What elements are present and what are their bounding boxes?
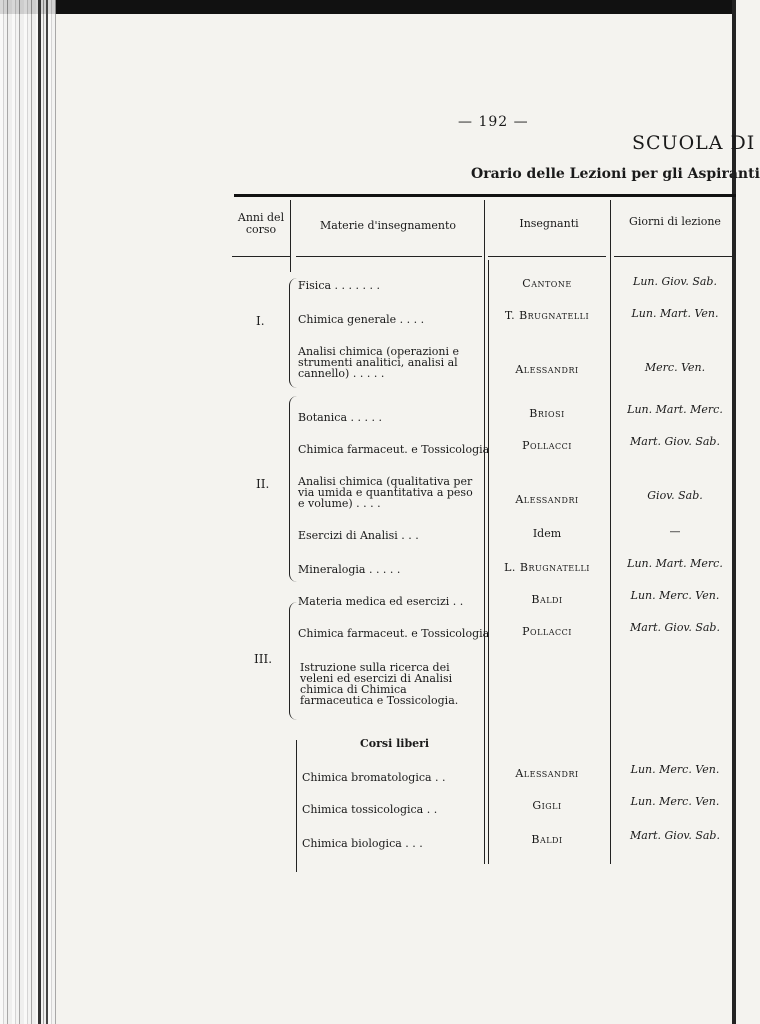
row-2-insegnante: T. Brugnatelli: [504, 309, 590, 322]
row-9-insegnante: Baldi: [531, 593, 563, 606]
row-10-insegnante: Pollacci: [522, 625, 572, 638]
corso-1-materia: Chimica bromatologica . .: [302, 771, 446, 784]
row-7-insegnante: Idem: [532, 527, 562, 540]
row-8-materia: Mineralogia . . . . .: [298, 563, 401, 576]
schedule-subtitle: Orario delle Lezioni per gli Aspiranti: [471, 166, 760, 182]
column-line-2b: [488, 260, 489, 864]
row-2-giorni: Lun. Mart. Ven.: [631, 307, 719, 320]
row-9-giorni: Lun. Merc. Ven.: [630, 589, 720, 602]
row-1-materia: Fisica . . . . . . .: [298, 279, 380, 292]
corsi-liberi-title: Corsi liberi: [360, 737, 430, 750]
corso-1-insegnante: Alessandri: [515, 767, 579, 780]
header-rule-anni: [232, 256, 290, 257]
year-label-1: I.: [256, 314, 265, 328]
school-title: SCUOLA DI: [632, 132, 756, 154]
column-line-1: [290, 200, 291, 272]
scan-top-border: [0, 0, 736, 14]
row-8-insegnante: L. Brugnatelli: [504, 561, 590, 574]
year-label-3: III.: [254, 652, 273, 666]
header-rule-giorni: [614, 256, 736, 257]
row-7-giorni: —: [669, 525, 681, 538]
corso-3-insegnante: Baldi: [531, 833, 563, 846]
year-label-2: II.: [256, 477, 270, 491]
row-5-insegnante: Pollacci: [522, 439, 572, 452]
row-3-materia: Analisi chimica (operazioni e strumenti analitici, analisi al cannello) . . . . .: [298, 345, 460, 380]
binding-line: [46, 0, 48, 1024]
row-6-giorni: Giov. Sab.: [647, 489, 703, 502]
corso-2-insegnante: Gigli: [532, 799, 562, 812]
corso-1-giorni: Lun. Merc. Ven.: [630, 763, 720, 776]
corso-3-materia: Chimica biologica . . .: [302, 837, 423, 850]
header-materie: Materie d'insegnamento: [319, 219, 457, 232]
row-1-giorni: Lun. Giov. Sab.: [633, 275, 717, 288]
corso-2-giorni: Lun. Merc. Ven.: [630, 795, 720, 808]
brace-year-2: [289, 396, 298, 582]
row-4-materia: Botanica . . . . .: [298, 411, 382, 424]
row-10-giorni: Mart. Giov. Sab.: [630, 621, 720, 634]
row-6-insegnante: Alessandri: [515, 493, 579, 506]
column-line-3: [610, 200, 611, 864]
row-9-materia: Materia medica ed esercizi . .: [298, 595, 464, 608]
brace-year-1: [289, 278, 298, 388]
row-2-materia: Chimica generale . . . .: [298, 313, 425, 326]
row-4-giorni: Lun. Mart. Merc.: [627, 403, 723, 416]
row-7-materia: Esercizi di Analisi . . .: [298, 529, 419, 542]
corso-2-materia: Chimica tossicologica . .: [302, 803, 438, 816]
row-5-materia: Chimica farmaceut. e Tossicologia: [298, 443, 490, 456]
header-insegnanti: Insegnanti: [519, 217, 579, 230]
row-3-insegnante: Alessandri: [515, 363, 579, 376]
corso-3-giorni: Mart. Giov. Sab.: [630, 829, 720, 842]
column-line-corsi: [296, 740, 297, 872]
binding-shadow: [38, 0, 41, 1024]
row-8-giorni: Lun. Mart. Merc.: [627, 557, 723, 570]
header-anni: [236, 212, 286, 236]
row-1-insegnante: Cantone: [522, 277, 572, 290]
header-giorni: Giorni di lezione: [629, 215, 721, 228]
column-line-2: [484, 200, 485, 864]
row-11-materia: Istruzione sulla ricerca dei veleni ed esercizi di Analisi chimica di Chimica farmaceutica e Tossicologia.: [300, 661, 459, 707]
row-5-giorni: Mart. Giov. Sab.: [630, 435, 720, 448]
brace-year-3: [289, 602, 298, 720]
row-10-materia: Chimica farmaceut. e Tossicologia: [298, 627, 490, 640]
header-anni-text: Anni del corso: [237, 211, 285, 236]
row-6-materia: Analisi chimica (qualitativa per via umida e quantitativa a peso e volume) . . . .: [298, 475, 473, 510]
row-3-giorni: Merc. Ven.: [644, 361, 706, 374]
header-rule-materie: [296, 256, 482, 257]
header-rule-insegnanti: [488, 256, 606, 257]
row-4-insegnante: Briosi: [529, 407, 565, 420]
page-number: — 192 —: [458, 114, 529, 130]
table-top-rule: [234, 194, 736, 197]
